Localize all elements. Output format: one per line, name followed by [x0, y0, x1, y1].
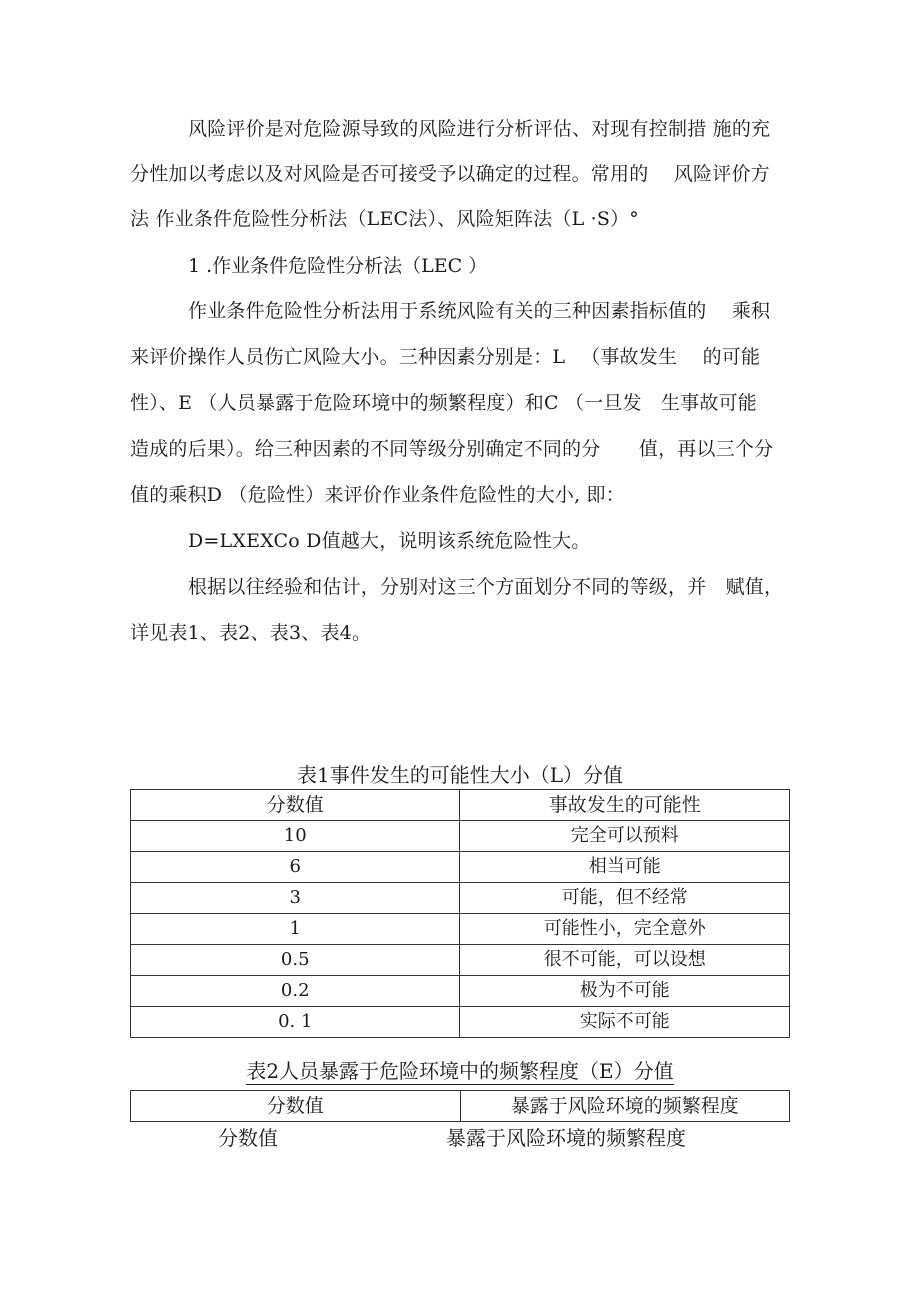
table1-desc-cell: 可能，但不经常 [460, 883, 790, 914]
table-row [131, 1007, 790, 1038]
table1-header-row [131, 790, 790, 821]
basis-line-2: 详见表1、表2、表3、表4。 [130, 622, 372, 644]
table-row [131, 945, 790, 976]
table1-score-cell: 0.2 [131, 976, 460, 1007]
section-heading: 1 .作业条件危险性分析法（LEC ） [188, 255, 488, 277]
table2-header-frequency: 暴露于风险环境的频繁程度 [460, 1091, 790, 1122]
table1-desc-cell: 完全可以预料 [460, 821, 790, 852]
table1-score-cell: 6 [131, 852, 460, 883]
table1-desc-cell: 实际不可能 [460, 1007, 790, 1038]
table1-desc-cell: 可能性小，完全意外 [460, 914, 790, 945]
repeated-header-score: 分数值 [218, 1126, 278, 1150]
lec-line-1: 作业条件危险性分析法用于系统风险有关的三种因素指标值的 乘积 [188, 300, 771, 322]
lec-line-2: 来评价操作人员伤亡风险大小。三种因素分别是：L （事故发生 的可能 [130, 346, 761, 368]
table-row [131, 883, 790, 914]
repeated-header-frequency: 暴露于风险环境的频繁程度 [446, 1126, 686, 1150]
table2 [130, 1090, 790, 1122]
table2-header-score: 分数值 [131, 1091, 461, 1122]
table1 [130, 789, 790, 1038]
intro-line-1: 风险评价是对危险源导致的风险进行分析评估、对现有控制措 施的充 [188, 118, 771, 140]
table2-caption [130, 1058, 790, 1084]
table1-score-cell: 0. 1 [131, 1007, 460, 1038]
table1-desc-cell: 极为不可能 [460, 976, 790, 1007]
lec-line-5: 值的乘积D （危险性）来评价作业条件危险性的大小, 即： [130, 484, 625, 506]
table-row [131, 914, 790, 945]
table1-desc-cell: 相当可能 [460, 852, 790, 883]
table-row [131, 821, 790, 852]
table-row [131, 852, 790, 883]
table1-score-cell: 3 [131, 883, 460, 914]
intro-line-3: 法 作业条件危险性分析法（LEC法）、风险矩阵法（L ·S）° [130, 208, 639, 230]
table1-header-score: 分数值 [131, 790, 460, 821]
lec-line-4: 造成的后果）。给三种因素的不同等级分别确定不同的分 值，再以三个分 [130, 438, 774, 460]
table1-score-cell: 10 [131, 821, 460, 852]
table-row [131, 976, 790, 1007]
table1-header-likelihood: 事故发生的可能性 [460, 790, 790, 821]
table2-header-row [131, 1091, 790, 1122]
intro-line-2: 分性加以考虑以及对风险是否可接受予以确定的过程。常用的 风险评价方 [130, 163, 770, 185]
basis-line-1: 根据以往经验和估计，分别对这三个方面划分不同的等级，并 赋值， [188, 576, 784, 598]
lec-line-3: 性）、E （人员暴露于危险环境中的频繁程度）和C （一旦发 生事故可能 [130, 392, 757, 414]
table1-score-cell: 1 [131, 914, 460, 945]
table1-score-cell: 0.5 [131, 945, 460, 976]
formula-line: D=LXEXCo D值越大，说明该系统危险性大。 [188, 530, 591, 552]
table1-desc-cell: 很不可能，可以设想 [460, 945, 790, 976]
table2-caption-text: 表2人员暴露于危险环境中的频繁程度（E）分值 [246, 1059, 674, 1083]
table1-caption: 表1事件发生的可能性大小（L）分值 [296, 763, 623, 787]
